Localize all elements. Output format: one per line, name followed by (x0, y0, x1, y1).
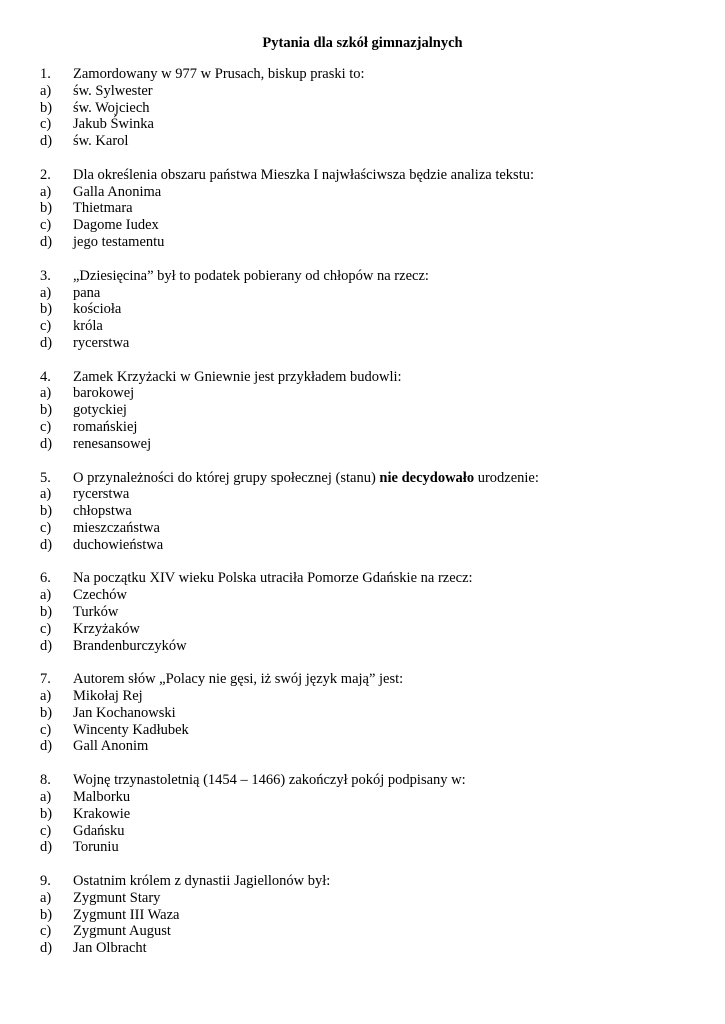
option-letter: c) (40, 620, 52, 637)
question-text: Na początku XIV wieku Polska utraciła Pomorze Gdańskie na rzecz: (73, 570, 473, 587)
question-stem (40, 671, 700, 688)
question-stem (40, 772, 700, 789)
option-text: Toruniu (73, 839, 119, 856)
option-letter: d) (40, 940, 53, 957)
option-text: Krzyżaków (73, 620, 140, 637)
answer-option (40, 722, 700, 739)
option-letter: a) (40, 82, 52, 99)
document-title: Pytania dla szkół gimnazjalnych (262, 35, 463, 51)
option-text: barokowej (73, 385, 135, 402)
question-4 (40, 369, 700, 453)
answer-option (40, 587, 700, 604)
question-text (73, 470, 539, 487)
question-2 (40, 167, 700, 251)
option-letter: b) (40, 704, 53, 721)
question-number: 1. (40, 66, 51, 82)
option-text: kościoła (73, 301, 122, 318)
answer-option (40, 839, 700, 856)
option-text: Jan Kochanowski (73, 704, 176, 721)
question-7 (40, 671, 700, 755)
answer-option (40, 419, 700, 436)
question-number: 5. (40, 469, 51, 486)
answer-option (40, 806, 700, 823)
question-text: „Dziesięcina” był to podatek pobierany od chłopów na rzecz: (73, 267, 429, 284)
option-letter: b) (40, 805, 53, 822)
option-text: renesansowej (73, 435, 152, 452)
question-text: Zamek Krzyżacki w Gniewnie jest przykładem budowli: (73, 368, 402, 385)
option-letter: b) (40, 99, 53, 116)
option-letter: b) (40, 402, 53, 419)
answer-option (40, 537, 700, 554)
option-letter: a) (40, 788, 52, 805)
option-letter: a) (40, 587, 52, 604)
answer-option (40, 301, 700, 318)
question-number: 4. (40, 368, 51, 385)
question-text: Wojnę trzynastoletnią (1454 – 1466) zakończył pokój podpisany w: (73, 772, 466, 789)
answer-option (40, 184, 700, 201)
answer-option (40, 621, 700, 638)
option-letter: d) (40, 536, 53, 553)
option-letter: d) (40, 334, 53, 351)
question-number: 7. (40, 671, 51, 688)
option-letter: c) (40, 923, 52, 940)
option-text: Malborku (73, 788, 131, 805)
option-text: Jakub Świnka (73, 116, 154, 133)
question-text-emphasis: nie decydowało (379, 469, 475, 486)
option-text: jego testamentu (73, 234, 165, 251)
question-stem (40, 570, 700, 587)
question-text: Dla określenia obszaru państwa Mieszka I najwłaściwsza będzie analiza tekstu: (73, 166, 534, 183)
question-number: 2. (40, 166, 51, 183)
answer-option (40, 907, 700, 924)
answer-option (40, 100, 700, 117)
option-text: Zygmunt Stary (73, 889, 161, 906)
option-text: romańskiej (73, 419, 138, 436)
answer-option (40, 116, 700, 133)
option-text: duchowieństwa (73, 536, 164, 553)
answer-option (40, 385, 700, 402)
option-letter: d) (40, 234, 53, 251)
option-letter: a) (40, 385, 52, 402)
option-letter: c) (40, 822, 52, 839)
option-letter: b) (40, 906, 53, 923)
option-text: Mikołaj Rej (73, 688, 143, 705)
option-letter: d) (40, 637, 53, 654)
question-5 (40, 470, 700, 554)
option-letter: b) (40, 301, 53, 318)
question-stem (40, 167, 700, 184)
question-list (40, 66, 700, 974)
answer-option (40, 890, 700, 907)
question-stem (40, 470, 700, 487)
option-text: gotyckiej (73, 402, 127, 419)
question-number: 8. (40, 772, 51, 789)
question-stem (40, 369, 700, 386)
option-text: pana (73, 284, 101, 301)
option-letter: a) (40, 486, 52, 503)
question-3 (40, 268, 700, 352)
answer-option (40, 604, 700, 621)
option-letter: d) (40, 738, 53, 755)
option-text: Galla Anonima (73, 183, 162, 200)
question-number: 3. (40, 267, 51, 284)
option-text: Zygmunt August (73, 923, 171, 940)
option-text: Gdańsku (73, 822, 125, 839)
answer-option (40, 923, 700, 940)
answer-option (40, 285, 700, 302)
option-text: chłopstwa (73, 503, 132, 520)
option-text: Krakowie (73, 805, 131, 822)
answer-option (40, 83, 700, 100)
answer-option (40, 234, 700, 251)
answer-option (40, 638, 700, 655)
option-text: św. Karol (73, 133, 129, 150)
option-text: Gall Anonim (73, 738, 149, 755)
option-text: Thietmara (73, 200, 133, 217)
option-letter: a) (40, 688, 52, 705)
answer-option (40, 217, 700, 234)
option-letter: d) (40, 133, 53, 150)
option-letter: c) (40, 116, 52, 133)
option-letter: c) (40, 217, 52, 234)
option-text: Brandenburczyków (73, 637, 187, 654)
option-text: św. Wojciech (73, 99, 150, 116)
question-text: Autorem słów „Polacy nie gęsi, iż swój język mają” jest: (73, 671, 404, 688)
question-text-after: urodzenie: (474, 469, 539, 486)
question-9 (40, 873, 700, 957)
question-stem (40, 268, 700, 285)
option-text: Wincenty Kadłubek (73, 721, 189, 738)
question-6 (40, 570, 700, 654)
option-text: Jan Olbracht (73, 940, 147, 957)
answer-option (40, 823, 700, 840)
answer-option (40, 705, 700, 722)
option-text: rycerstwa (73, 334, 130, 351)
answer-option (40, 503, 700, 520)
answer-option (40, 688, 700, 705)
option-letter: c) (40, 419, 52, 436)
question-8 (40, 772, 700, 856)
option-text: króla (73, 318, 103, 335)
answer-option (40, 789, 700, 806)
question-stem (40, 66, 700, 83)
option-letter: b) (40, 603, 53, 620)
option-letter: a) (40, 183, 52, 200)
option-letter: c) (40, 519, 52, 536)
option-text: Czechów (73, 587, 127, 604)
option-text: Zygmunt III Waza (73, 906, 180, 923)
option-letter: c) (40, 318, 52, 335)
option-text: Dagome Iudex (73, 217, 159, 234)
question-text: Ostatnim królem z dynastii Jagiellonów był: (73, 873, 331, 889)
option-text: św. Sylwester (73, 82, 153, 99)
answer-option (40, 940, 700, 957)
option-letter: b) (40, 503, 53, 520)
question-stem (40, 873, 700, 890)
question-text-before: O przynależności do której grupy społecznej (stanu) (73, 469, 380, 486)
option-letter: d) (40, 839, 53, 856)
answer-option (40, 318, 700, 335)
answer-option (40, 738, 700, 755)
option-letter: a) (40, 284, 52, 301)
answer-option (40, 486, 700, 503)
question-number: 6. (40, 570, 51, 587)
answer-option (40, 436, 700, 453)
option-letter: a) (40, 889, 52, 906)
option-text: Turków (73, 603, 119, 620)
answer-option (40, 200, 700, 217)
answer-option (40, 520, 700, 537)
option-text: mieszczaństwa (73, 519, 160, 536)
answer-option (40, 402, 700, 419)
question-1 (40, 66, 700, 150)
question-number: 9. (40, 873, 51, 889)
option-letter: d) (40, 435, 53, 452)
option-text: rycerstwa (73, 486, 130, 503)
question-text: Zamordowany w 977 w Prusach, biskup praski to: (73, 66, 365, 82)
answer-option (40, 133, 700, 150)
answer-option (40, 335, 700, 352)
option-letter: c) (40, 721, 52, 738)
option-letter: b) (40, 200, 53, 217)
